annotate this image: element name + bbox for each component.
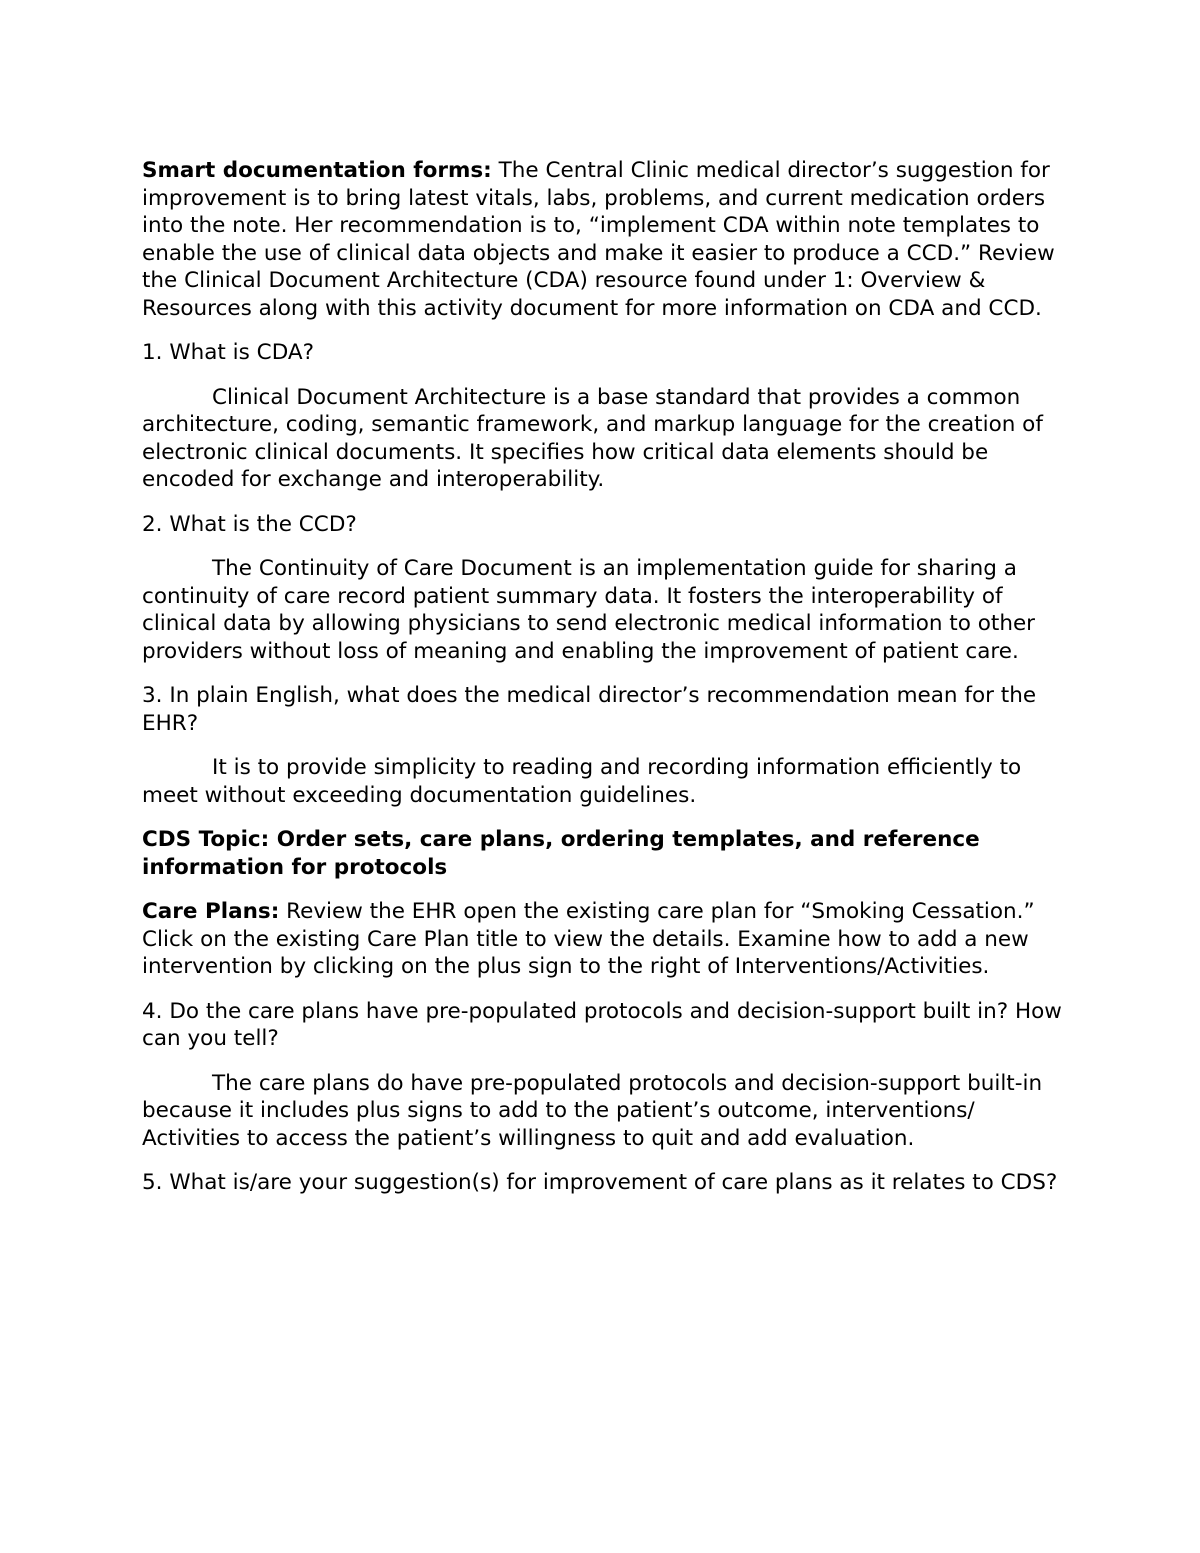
question-4: 4. Do the care plans have pre-populated protocols and decision-support built in? How can you tell? (142, 998, 1062, 1051)
intro-lead: Smart documentation forms: (142, 158, 492, 183)
answer-1: Clinical Document Architecture is a base standard that provides a common architecture, coding, semantic framework, and markup language for the creation of electronic clinical documents. It specifies how critical data elements should be encoded for exchange and interoperability. (142, 384, 1043, 492)
answer-4: The care plans do have pre-populated protocols and decision-support built-in because it includes plus signs to add to the patient’s outcome, interventions/ Activities to access the patient’s willingness to quit and add evaluation. (142, 1070, 1043, 1151)
question-1: 1. What is CDA? (142, 340, 314, 365)
question-2: 2. What is the CCD? (142, 511, 357, 537)
answer-2: The Continuity of Care Document is an implementation guide for sharing a continuity of care record patient summary data. It fosters the interoperability of clinical data by allowing physicians to send electronic medical information to other providers without loss of meaning and enabling the improvement of patient care. (142, 556, 1036, 664)
care-plans-text: Review the EHR open the existing care plan for “Smoking Cessation.” Click on the existing Care Plan title to view the details. Examine how to add a new intervention by clicking on the plus sign to the right of Interventions/Activities. (142, 899, 1035, 979)
care-plans-lead: Care Plans: (142, 899, 280, 924)
question-5: 5. What is/are your suggestion(s) for improvement of care plans as it relates to CDS? (142, 1170, 1058, 1195)
question-3: 3. In plain English, what does the medical director’s recommendation mean for the EHR? (142, 683, 1037, 736)
intro-paragraph (142, 157, 1062, 322)
document-page (142, 157, 1062, 1214)
cds-topic-heading: CDS Topic: Order sets, care plans, ordering templates, and reference information for protocols (142, 827, 980, 880)
intro-text: The Central Clinic medical director’s suggestion for improvement is to bring latest vitals, labs, problems, and current medication orders into the note. Her recommendation is to, “implement CDA within note templates to enable the use of clinical data objects and make it easier to produce a CCD.” Review the Clinical Document Architecture (CDA) resource found under 1: Overview & Resources along with this activity document for more information on CDA and CCD. (142, 158, 1055, 321)
care-plans-paragraph (142, 898, 1062, 981)
answer-3: It is to provide simplicity to reading and recording information efficiently to meet without exceeding documentation guidelines. (142, 755, 1022, 808)
